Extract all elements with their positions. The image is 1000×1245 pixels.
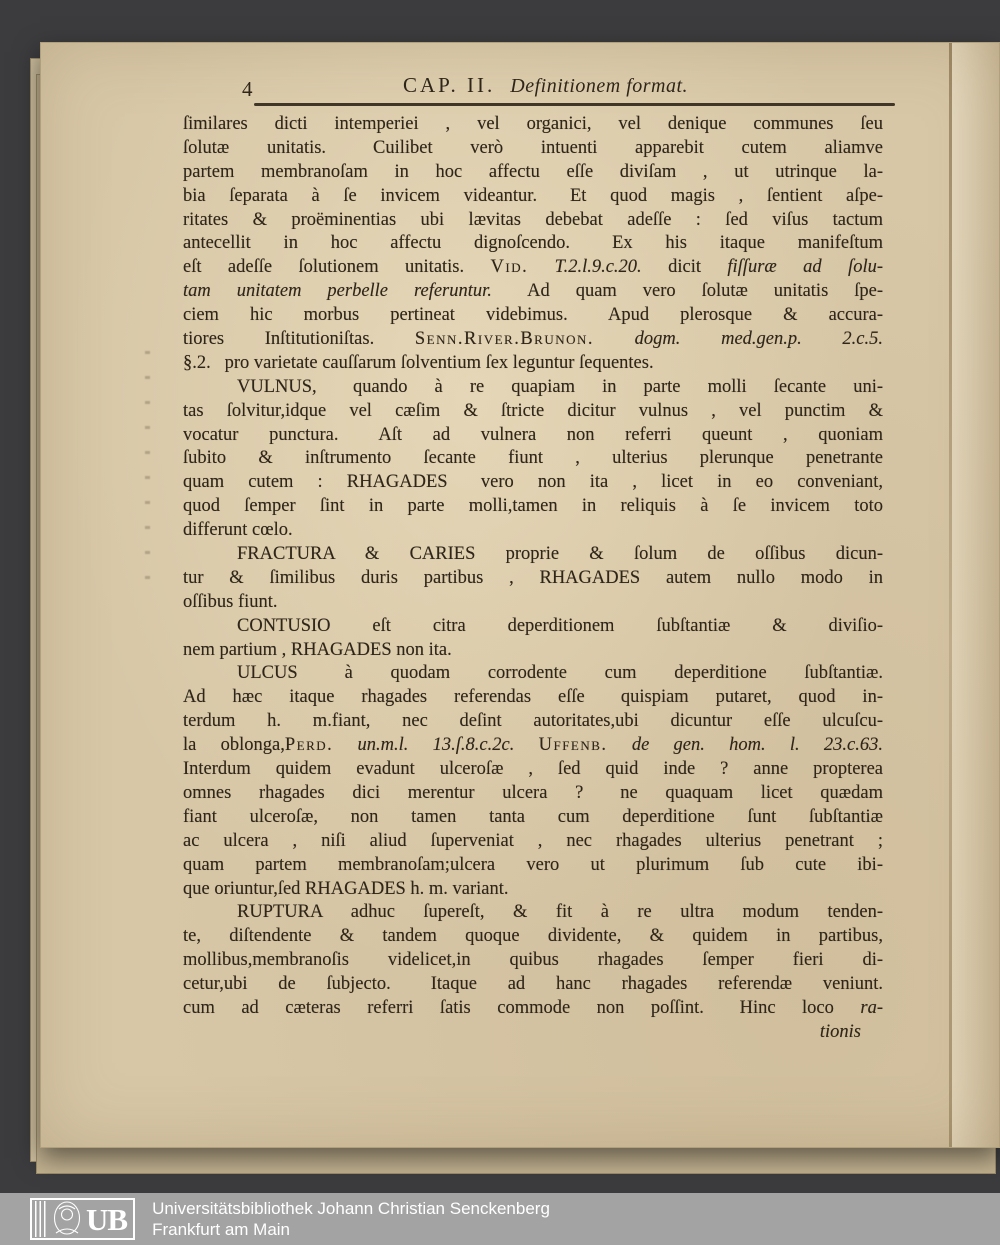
text-line: partem membranoſam in hoc affectu eſſe diviſam , ut utrinque la- <box>183 161 883 182</box>
text-line: VULNUS, quando à re quapiam in parte molli ſecante uni- <box>237 376 883 397</box>
footer-bar <box>0 1193 1000 1245</box>
text-line: nem partium , RHAGADES non ita. <box>183 639 452 660</box>
text-line: cum ad cæteras referri ſatis commode non poſſint. Hinc loco ra- <box>183 997 883 1018</box>
text-line: ſolutæ unitatis. Cuilibet verò intuenti apparebit cutem aliamve <box>183 137 883 158</box>
text-line: te, diſtendente & tandem quoque dividente, & quidem in partibus, <box>183 926 883 947</box>
text-line: RUPTURA adhuc ſupereſt, & fit à re ultra modum tenden- <box>237 902 883 923</box>
chapter-title: Definitionem format. <box>510 75 689 97</box>
text-line: ciem hic morbus pertineat videbimus. Apud plerosque & accura- <box>183 305 883 326</box>
senckenberg-portrait-icon <box>51 1200 83 1238</box>
text-line: tionis <box>819 1021 861 1042</box>
book-spine-lines-icon <box>35 1201 48 1237</box>
text-line: ULCUS à quodam corrodente cum deperditione ſubſtantiæ. <box>237 663 883 684</box>
text-line: tam unitatem perbelle referuntur. Ad quam vero ſolutæ unitatis ſpe- <box>183 281 883 302</box>
text-line: quam partem membranoſam;ulcera vero ut plurimum ſub cute ibi- <box>183 854 883 875</box>
text-block <box>183 113 883 1045</box>
running-header <box>403 73 688 98</box>
text-line: ac ulcera , niſi aliud ſuperveniat , nec rhagades ulterius penetrant ; <box>183 830 883 851</box>
text-line: la oblonga,Perd. un.m.l. 13.ſ.8.c.2c. Uffenb. de gen. hom. l. 23.c.63. <box>183 735 883 756</box>
text-line: §.2. pro varietate cauſſarum ſolventium ſex leguntur ſequentes. <box>183 352 654 373</box>
text-line: oſſibus fiunt. <box>183 591 278 612</box>
text-line: CONTUSIO eſt citra deperditionem ſubſtantiæ & diviſio- <box>237 615 883 636</box>
text-line: FRACTURA & CARIES proprie & ſolum de oſſibus dicun- <box>237 544 883 565</box>
header-rule <box>254 103 895 106</box>
text-line: ritates & proëminentias ubi lævitas debebat adeſſe : ſed viſus tactum <box>183 209 883 230</box>
text-line: Ad hæc itaque rhagades referendas eſſe quispiam putaret, quod in- <box>183 687 883 708</box>
page-number: 4 <box>242 77 254 101</box>
text-line: mollibus,membranoſis videlicet,in quibus rhagades ſemper fieri di- <box>183 950 883 971</box>
margin-showthrough-marks <box>145 351 150 601</box>
text-line: ſubito & inſtrumento ſecante fiunt , ulterius plerunque penetrante <box>183 448 883 469</box>
ub-logo-text: UB <box>86 1201 128 1237</box>
text-line: que oriuntur,ſed RHAGADES h. m. variant. <box>183 878 509 899</box>
library-name-line1: Universitätsbibliothek Johann Christian Senckenberg <box>152 1199 550 1218</box>
library-name-line2: Frankfurt am Main <box>152 1220 291 1239</box>
text-line: tiores Inſtitutioniſtas. Senn.River.Brunon. dogm. med.gen.p. 2.c.5. <box>183 329 883 350</box>
text-line: omnes rhagades dici merentur ulcera ? ne quaquam licet quædam <box>183 782 883 803</box>
text-line: tur & ſimilibus duris partibus , RHAGADES autem nullo modo in <box>183 567 883 588</box>
text-line: antecellit in hoc affectu dignoſcendo. Ex his itaque manifeſtum <box>183 233 883 254</box>
text-line: bia ſeparata à ſe invicem videantur. Et quod magis , ſentient aſpe- <box>183 185 883 206</box>
text-line: vocatur punctura. Aſt ad vulnera non referri queunt , quoniam <box>183 424 883 445</box>
scanned-book-page <box>40 42 1000 1148</box>
text-line: cetur,ubi de ſubjecto. Itaque ad hanc rhagades referendæ veniunt. <box>183 974 883 995</box>
text-line: Interdum quidem evadunt ulceroſæ , ſed quid inde ? anne propterea <box>183 759 883 780</box>
text-line: fiant ulceroſæ, non tamen tanta cum deperditione ſunt ſubſtantiæ <box>183 806 883 827</box>
library-name <box>152 1198 550 1240</box>
gutter-shading <box>952 43 999 1147</box>
text-line: eſt adeſſe ſolutionem unitatis. Vid. T.2.l.9.c.20. dicit fiſſuræ ad ſolu- <box>183 257 883 278</box>
text-line: quam cutem : RHAGADES vero non ita , licet in eo conveniant, <box>183 472 883 493</box>
text-line: quod ſemper ſint in parte molli,tamen in reliquis à ſe invicem toto <box>183 496 883 517</box>
text-line: differunt cœlo. <box>183 520 293 541</box>
chapter-heading: CAP. II. <box>403 73 496 97</box>
text-line: tas ſolvitur,idque vel cæſim & ſtricte dicitur vulnus , vel punctim & <box>183 400 883 421</box>
library-logo <box>30 1198 135 1240</box>
text-line: terdum h. m.fiant, nec deſint autoritates,ubi dicuntur eſſe ulcuſcu- <box>183 711 883 732</box>
text-line: ſimilares dicti intemperiei , vel organici, vel denique communes ſeu <box>183 114 883 134</box>
